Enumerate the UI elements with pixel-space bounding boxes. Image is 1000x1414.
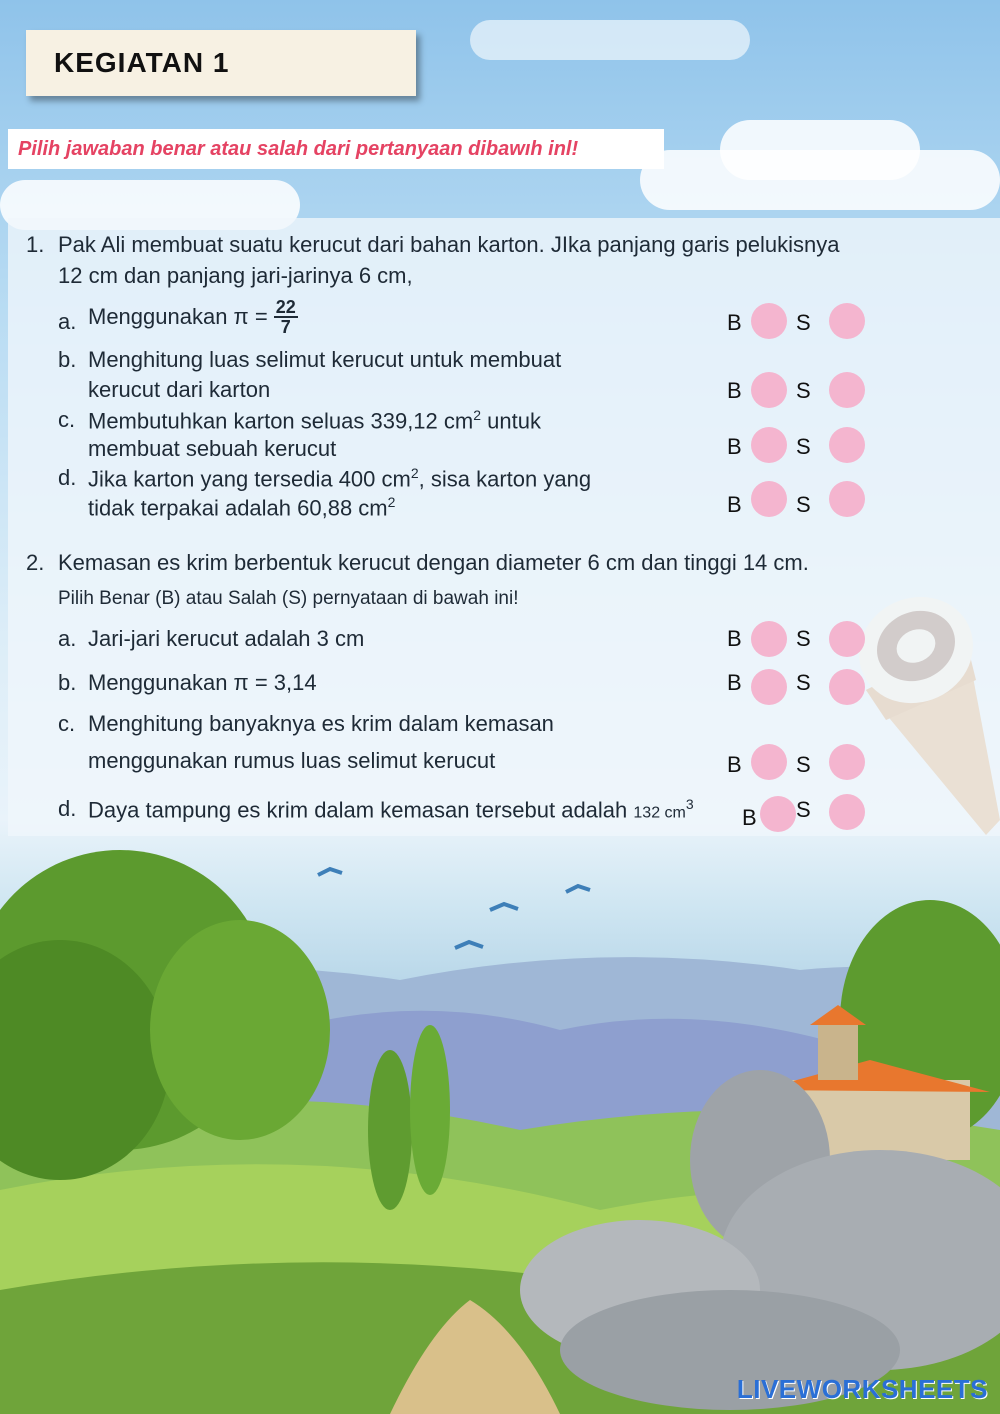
superscript: 3 [685, 796, 694, 812]
q2a-label: a. [58, 626, 77, 651]
benar-label: B [727, 626, 742, 651]
q1c-benar-option[interactable] [751, 427, 787, 463]
q1d-salah-option[interactable] [829, 481, 865, 517]
benar-label: B [727, 434, 742, 459]
benar-label: B [727, 378, 742, 403]
q1d-benar-option[interactable] [751, 481, 787, 517]
q2a-salah-option[interactable] [829, 621, 865, 657]
cloud [470, 20, 750, 60]
q2b-benar-option[interactable] [751, 669, 787, 705]
fraction-numerator: 22 [275, 297, 296, 317]
benar-label: B [727, 310, 742, 335]
q2d-benar-option[interactable] [760, 796, 796, 832]
q2c-salah-option[interactable] [829, 744, 865, 780]
q1c-salah-option[interactable] [829, 427, 865, 463]
q2-stem-line2: Pilih Benar (B) atau Salah (S) pernyataan di bawah ini! [58, 588, 519, 609]
q2a-text: Jari-jari kerucut adalah 3 cm [88, 626, 365, 651]
q2d-label: d. [58, 796, 77, 821]
q1a-salah-option[interactable] [829, 303, 865, 339]
superscript: 2 [410, 465, 419, 481]
q1d-line1 [88, 465, 591, 492]
q2b-salah-option[interactable] [829, 669, 865, 705]
q2d-statement [88, 796, 694, 823]
superscript: 2 [387, 494, 396, 510]
q1c-text-end: untuk [481, 408, 541, 434]
benar-label: B [727, 492, 742, 517]
instruction-banner [8, 129, 664, 169]
q2a-benar-option[interactable] [751, 621, 787, 657]
salah-label: S [796, 752, 811, 777]
q1d-text-end: , sisa karton yang [418, 466, 592, 492]
q1b-line1: Menghitung luas selimut kerucut untuk membuat [88, 347, 562, 372]
q1d-line2 [88, 494, 395, 521]
benar-label: B [742, 805, 757, 830]
fraction-denominator: 7 [280, 317, 291, 337]
q2c-line2: menggunakan rumus luas selimut kerucut [88, 748, 496, 773]
q1d-label: d. [58, 465, 77, 490]
benar-label: B [727, 752, 742, 777]
q2b-text: Menggunakan π = 3,14 [88, 670, 317, 695]
q2-number: 2. [26, 550, 45, 575]
q1d-text: Jika karton yang tersedia 400 cm [88, 466, 411, 492]
q1-number: 1. [26, 232, 45, 257]
instruction-text: Pilih jawaban benar atau salah dari pertanyaan dibawıh inl! [18, 137, 579, 160]
salah-label: S [796, 310, 811, 335]
q1b-line2: kerucut dari karton [88, 377, 271, 402]
liveworksheets-logo: LIVEWORKSHEETS [736, 1374, 988, 1404]
benar-label: B [727, 670, 742, 695]
activity-title: KEGIATAN 1 [54, 47, 230, 78]
salah-label: S [796, 797, 811, 822]
q1b-benar-option[interactable] [751, 372, 787, 408]
q2c-line1: Menghitung banyaknya es krim dalam kemasan [88, 711, 554, 736]
salah-label: S [796, 434, 811, 459]
q1a-label: a. [58, 309, 77, 334]
q2d-volume: 132 cm [633, 804, 686, 822]
fraction [274, 298, 298, 336]
q2-stem-line1: Kemasan es krim berbentuk kerucut dengan diameter 6 cm dan tinggi 14 cm. [58, 550, 809, 575]
landscape-illustration [0, 830, 1000, 1414]
q1-stem-line2: 12 cm dan panjang jari-jarinya 6 cm, [58, 263, 413, 288]
q1a-statement [88, 298, 298, 336]
salah-label: S [796, 378, 811, 403]
q1a-benar-option[interactable] [751, 303, 787, 339]
q2d-text: Daya tampung es krim dalam kemasan tersebut adalah [88, 797, 634, 823]
q2d-salah-option[interactable] [829, 794, 865, 830]
q1b-label: b. [58, 347, 77, 372]
salah-label: S [796, 492, 811, 517]
superscript: 2 [473, 407, 482, 423]
q1b-salah-option[interactable] [829, 372, 865, 408]
q1c-line1 [88, 407, 541, 434]
salah-label: S [796, 626, 811, 651]
q1d-text-2: tidak terpakai adalah 60,88 cm [88, 495, 388, 521]
q2c-label: c. [58, 711, 76, 736]
q1c-text: Membutuhkan karton seluas 339,12 cm [88, 408, 474, 434]
q1c-label: c. [58, 407, 76, 432]
activity-title-card [26, 30, 416, 96]
q1a-text: Menggunakan π = [88, 304, 268, 329]
q2c-benar-option[interactable] [751, 744, 787, 780]
q1c-line2: membuat sebuah kerucut [88, 436, 337, 461]
cloud [720, 120, 920, 180]
q1-stem-line1: Pak Ali membuat suatu kerucut dari bahan karton. JIka panjang garis pelukisnya [58, 232, 840, 257]
q2b-label: b. [58, 670, 77, 695]
salah-label: S [796, 670, 811, 695]
